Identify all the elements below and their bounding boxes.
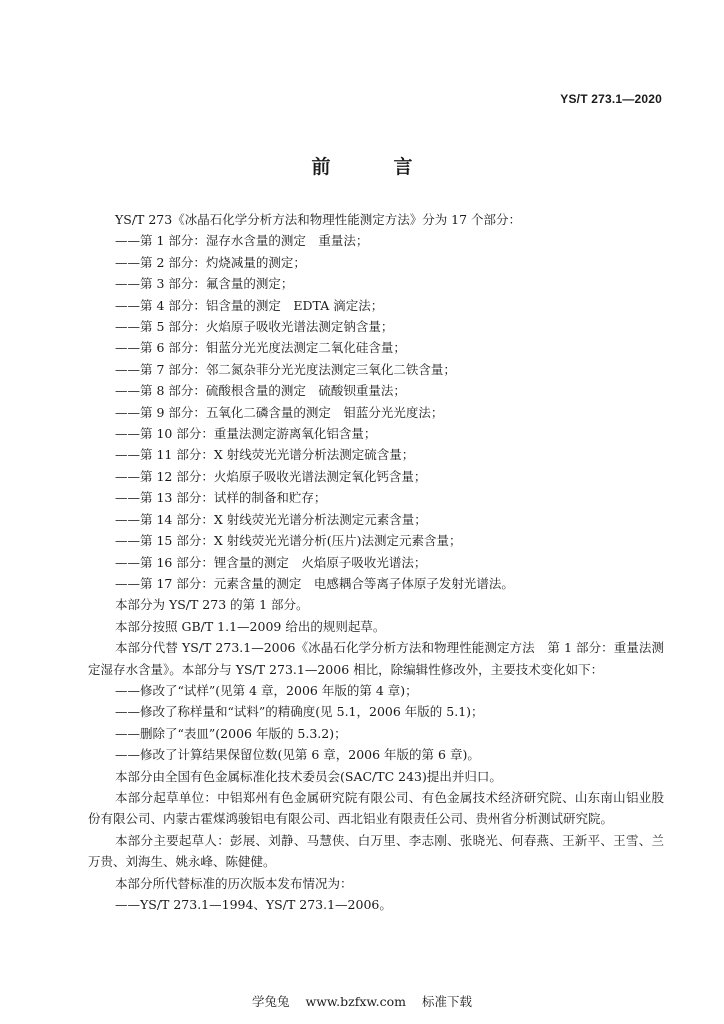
list-item: ——第 3 部分：氟含量的测定； xyxy=(115,276,294,292)
list-item: ——第 1 部分：湿存水含量的测定 重量法； xyxy=(115,233,369,249)
footer-site-name: 学兔兔 xyxy=(252,994,290,1009)
list-item: ——第 7 部分：邻二氮杂菲分光光度法测定三氧化二铁含量； xyxy=(115,361,456,377)
page-footer xyxy=(0,992,724,1010)
list-item: ——修改了称样量和“试料”的精确度(见 5.1，2006 年版的 5.1)； xyxy=(115,704,484,720)
list-item: ——第 10 部分：重量法测定游离氧化铝含量； xyxy=(115,426,377,442)
list-item: ——第 17 部分：元素含量的测定 电感耦合等离子体原子发射光谱法。 xyxy=(115,575,514,591)
list-item: ——第 15 部分：X 射线荧光光谱分析(压片)法测定元素含量； xyxy=(115,533,462,549)
list-item: ——删除了“表皿”(2006 年版的 5.3.2)； xyxy=(115,725,347,741)
drafting-units-paragraph: 本部分起草单位：中铝郑州有色金属研究院有限公司、有色金属技术经济研究院、山东南山铝业股份有限公司、内蒙古霍煤鸿骏铝电有限公司、西北铝业有限责任公司、贵州省分析测试研究院。 xyxy=(88,789,664,827)
proposed-paragraph: 本部分由全国有色金属标准化技术委员会(SAC/TC 243)提出并归口。 xyxy=(115,768,502,784)
list-item: ——修改了计算结果保留位数(见第 6 章，2006 年版的第 6 章)。 xyxy=(115,747,480,763)
list-item: ——第 4 部分：铝含量的测定 EDTA 滴定法； xyxy=(115,297,384,313)
list-item: ——第 2 部分：灼烧减量的测定； xyxy=(115,254,306,270)
list-item: ——第 13 部分：试样的制备和贮存； xyxy=(115,490,327,506)
list-item: ——第 16 部分：锂含量的测定 火焰原子吸收光谱法； xyxy=(115,554,427,570)
rules-paragraph: 本部分按照 GB/T 1.1—2009 给出的规则起草。 xyxy=(115,618,386,634)
page-title: 前 言 xyxy=(311,156,435,178)
intro-paragraph: YS/T 273《冰晶石化学分析方法和物理性能测定方法》分为 17 个部分： xyxy=(115,212,522,227)
part-of-paragraph: 本部分为 YS/T 273 的第 1 部分。 xyxy=(115,597,309,613)
document-body xyxy=(88,209,664,915)
document-code: YS/T 273.1—2020 xyxy=(560,92,662,106)
drafters-paragraph: 本部分主要起草人：彭展、刘静、马慧侠、白万里、李志刚、张晓光、何春燕、王新平、王雪、兰万贵、刘海生、姚永峰、陈健健。 xyxy=(88,832,664,870)
changes-list xyxy=(88,680,664,766)
list-item: ——第 14 部分：X 射线荧光光谱分析法测定元素含量； xyxy=(115,511,427,527)
list-item: ——YS/T 273.1—1994、YS/T 273.1—2006。 xyxy=(115,897,392,912)
list-item: ——修改了“试样”(见第 4 章，2006 年版的第 4 章)； xyxy=(115,682,418,698)
parts-list xyxy=(88,230,664,594)
list-item: ——第 12 部分：火焰原子吸收光谱法测定氧化钙含量； xyxy=(115,468,427,484)
list-item: ——第 8 部分：硫酸根含量的测定 硫酸钡重量法； xyxy=(115,383,406,399)
list-item: ——第 11 部分：X 射线荧光光谱分析法测定硫含量； xyxy=(115,447,415,463)
footer-label: 标准下载 xyxy=(421,994,472,1009)
replaces-paragraph: 本部分代替 YS/T 273.1—2006《冰晶石化学分析方法和物理性能测定方法 第 1 部分：重量法测定湿存水含量》。本部分与 YS/T 273.1—2006 相比，除编辑性修改外，主要技术变化如下： xyxy=(88,640,664,677)
history-paragraph: 本部分所代替标准的历次版本发布情况为： xyxy=(115,875,353,891)
footer-url-link[interactable]: www.bzfxw.com xyxy=(305,994,406,1009)
list-item: ——第 5 部分：火焰原子吸收光谱法测定钠含量； xyxy=(115,319,394,335)
list-item: ——第 6 部分：钼蓝分光光度法测定二氧化硅含量； xyxy=(115,340,406,356)
list-item: ——第 9 部分：五氧化二磷含量的测定 钼蓝分光光度法； xyxy=(115,404,444,420)
